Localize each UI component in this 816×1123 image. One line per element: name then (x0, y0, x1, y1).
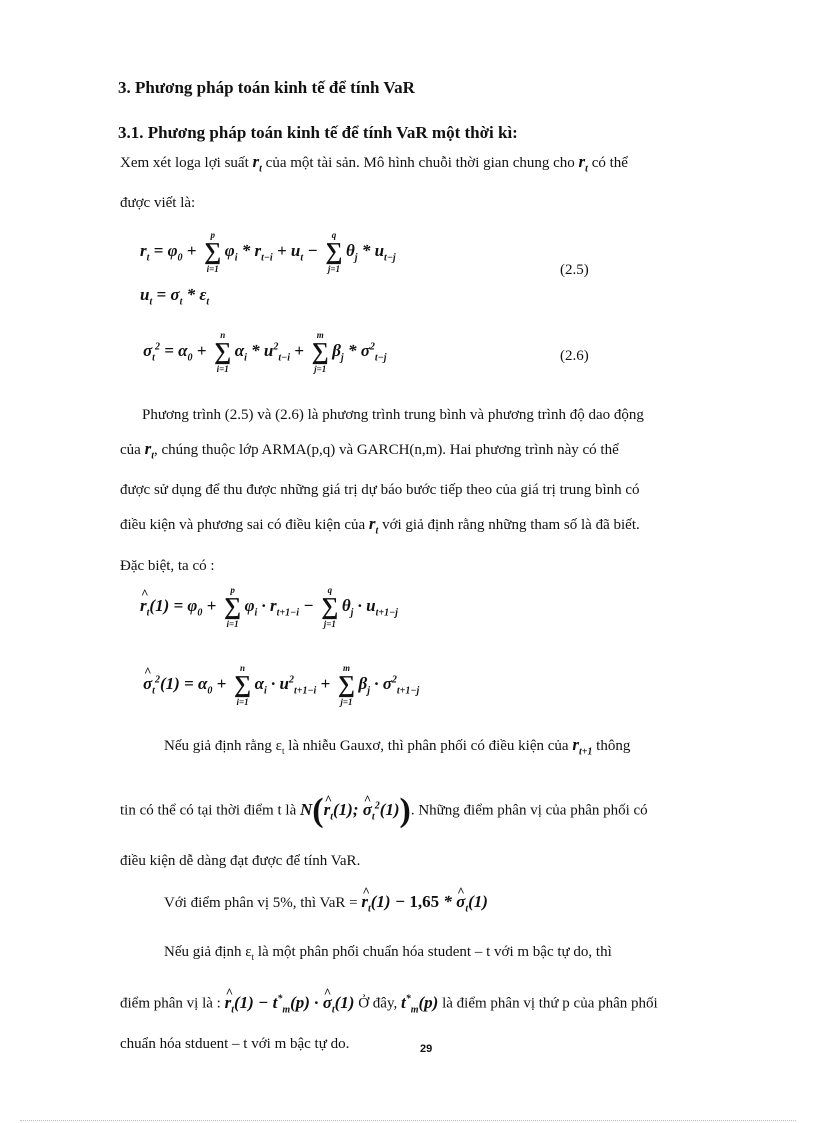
intro-paragraph (120, 145, 740, 220)
section-heading: 3. Phương pháp toán kinh tế để tính VaR (118, 78, 415, 97)
gaussian-paragraph: Nếu giả định rằng $\varepsilon_t$ là nhiễu Gauxơ, thì phân phối có điều kiện của $r_{t+1}$ thông tin có thể có tại thời điểm t là N(^ $r_t(1)$; ^ $\sigma_t^2(1)$). Những điểm phân vị của phân phối có điều kiện dễ dàng đạt được để tính VaR. (120, 728, 740, 878)
equation-2-5-line1: $r_t = \varphi_0$ + p ∑ i=1 $\varphi_i * r_{t-i} + u_t$ − q ∑ j=1 $\theta_j * u_{t-j}$ (140, 230, 396, 274)
p3-text-d: tin có thể có tại thời điểm t là (120, 803, 297, 820)
p3-line-f: điều kiện dễ dàng đạt được để tính VaR. (120, 853, 361, 870)
equation-number: (2.5) (560, 262, 589, 278)
explanation-paragraph (120, 398, 740, 583)
intro-text-c: có thể (591, 155, 628, 171)
quantile-value: 1,65 (409, 892, 440, 911)
symbol-rt: $r_t$ (368, 514, 379, 537)
symbol-rt: $r_t$ (578, 152, 588, 175)
equation-2-6: $\sigma_t^2 = \alpha_0$ + n ∑ i=1 $\alpha_i * u^2_{t-i}$ + m ∑ j=1 $\beta_j * \sigma^2_{t-j}$ (143, 330, 387, 374)
var-formula: ^ $r_t(1) - 1,65$ * ^ $\sigma_t(1)$ (361, 892, 488, 911)
p2-text-f: với giả định rằng những tham số là đã biết. (382, 517, 640, 534)
intro-text-a: Xem xét loga lợi suất (120, 155, 249, 171)
forecast-mean-equation: ^ $r_t(1) = \varphi_0$ + p ∑ i=1 $\varphi_i \cdot r_{t+1-i}$ − q ∑ j=1 $\theta_j \cdot u_{t+1-j}$ (140, 595, 398, 619)
equation-2-5-line2: $u_t = \sigma_t * \varepsilon_t$ (140, 285, 210, 308)
p4-text-a: Với điểm phân vị 5%, thì VaR = (164, 895, 358, 911)
p2-text-c: , chúng thuộc lớp ARMA(p,q) và GARCH(n,m). Hai phương trình này có thể (153, 442, 619, 458)
symbol-rt: $r_t$ (252, 152, 262, 175)
student-t-quantile-formula: ^ $r_t(1) - t^*_m(p)$ · ^ $\sigma_t(1)$ (225, 993, 355, 1012)
p2-line-d: được sử dụng để thu được những giá trị dự báo bước tiếp theo của giá trị trung bình có (120, 482, 640, 499)
p5-line-f: chuẩn hóa stduent – t với m bậc tự do. (120, 1036, 350, 1053)
p2-text-e: điều kiện và phương sai có điều kiện của (120, 517, 366, 534)
p5-text-a: Nếu giả định ε (164, 944, 252, 960)
p3-text-b: là nhiễu Gauxơ, thì phân phối có điều kiện của (288, 738, 569, 754)
forecast-variance-equation: ^ $\sigma_t^2(1) = \alpha_0$ + n ∑ i=1 $\alpha_i \cdot u^2_{t+1-i}$ + m ∑ j=1 $\beta_j \cdot \sigma^2_{t+1-j}$ (143, 673, 419, 697)
p2-line-g: Đặc biệt, ta có : (120, 557, 215, 574)
student-t-symbol: $t^*_m(p)$ (401, 992, 439, 1016)
student-t-paragraph: Nếu giả định $\varepsilon_t$ là một phân phối chuẩn hóa student – t với m bậc tự do, thì điểm phân vị là : ^ $r_t(1) - t^*_m(p)$ · ^ $\sigma_t(1)$ Ở đây, $t^*_m(p)$ là điểm phân vị thứ p của phân phối chuẩn hóa stduent – t với m bậc tự do. (120, 935, 740, 1061)
p3-text-e: . Những điểm phân vị của phân phối có (410, 803, 648, 820)
p2-text-b: của (120, 442, 141, 458)
p5-text-e: là điểm phân vị thứ p của phân phối (442, 995, 658, 1012)
equation-number: (2.6) (560, 348, 589, 364)
p2-line-a: Phương trình (2.5) và (2.6) là phương trình trung bình và phương trình độ dao động (142, 407, 644, 423)
p5-text-b: là một phân phối chuẩn hóa student – t với m bậc tự do, thì (257, 944, 612, 960)
subsection-heading: 3.1. Phương pháp toán kinh tế để tính VaR một thời kì: (118, 123, 518, 142)
var-formula-line (164, 885, 488, 926)
symbol-rt: $r_t$ (144, 439, 154, 462)
p5-text-d: Ở đây, (358, 995, 398, 1012)
symbol-rt1: $r_{t+1}$ (572, 735, 593, 758)
p5-text-c: điểm phân vị là : (120, 995, 221, 1012)
footer-divider (20, 1120, 796, 1121)
normal-distribution-expression: N(^ $r_t(1)$; ^ $\sigma_t^2(1)$) (300, 800, 411, 819)
intro-text-b: của một tài sản. Mô hình chuỗi thời gian chung cho (265, 155, 575, 171)
p3-text-a: Nếu giả định rằng ε (164, 738, 282, 754)
p3-text-c: thông (596, 738, 631, 754)
intro-text-d: được viết là: (120, 195, 196, 212)
page-number: 29 (420, 1043, 433, 1055)
